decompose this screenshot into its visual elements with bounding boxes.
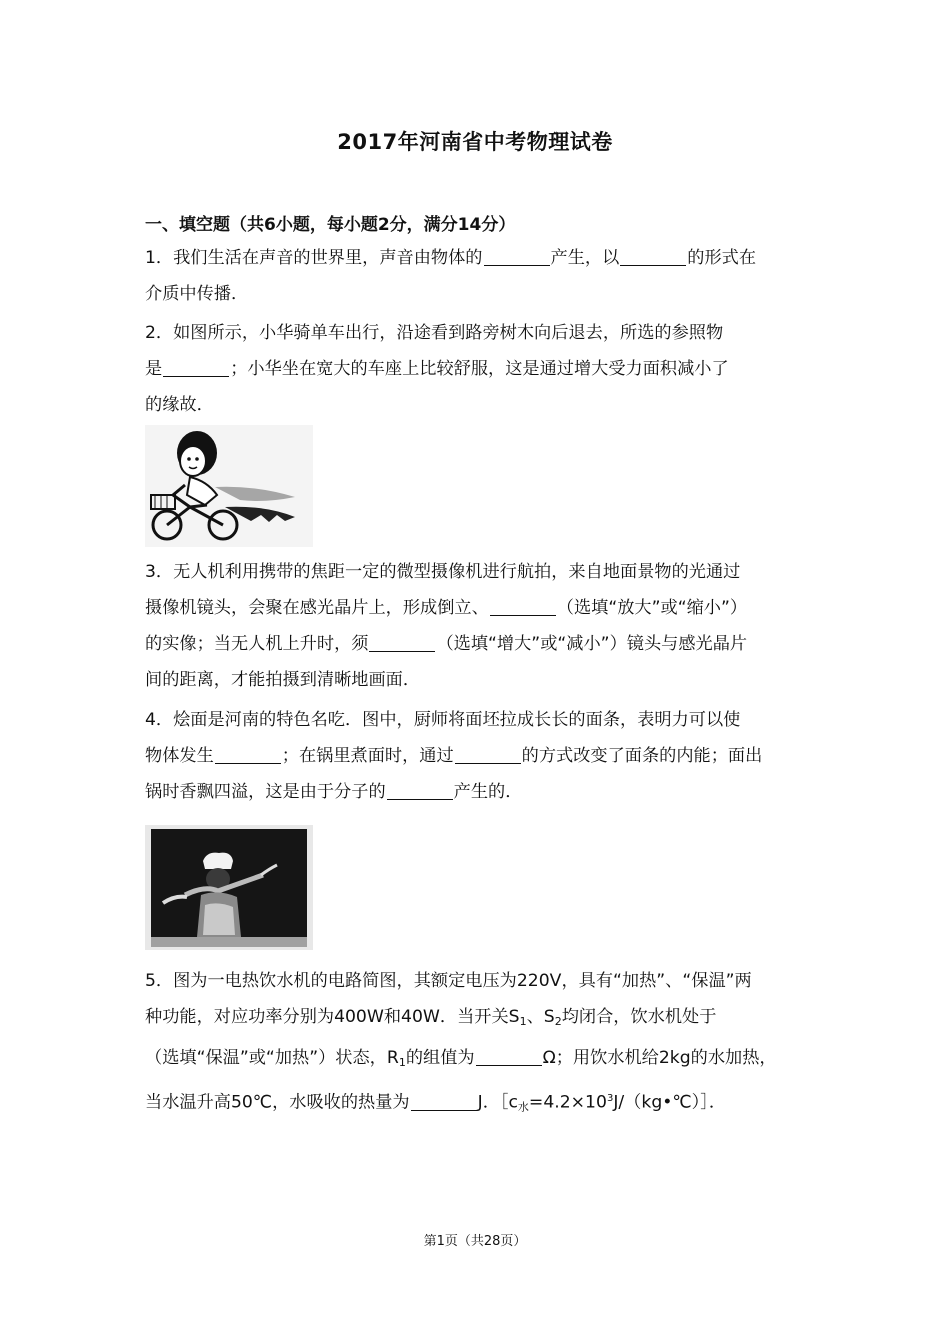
question-4 [145,702,807,810]
chef-photo [145,825,313,950]
answer-blank [484,245,550,266]
answer-blank [455,743,521,764]
question-5-line-2: 种功能，对应功率分别为400W和40W．当开关$S_1$、$S_2$均闭合，饮水机处于 [145,1007,717,1028]
question-5-line-4: 当水温升高50℃，水吸收的热量为 J．$[c_水=4.2\times 10^3J/(kg•℃)]$． [145,1081,810,1126]
question-4-line-1: 4．烩面是河南的特色名吃．图中，厨师将面坯拉成长长的面条，表明力可以使 [145,710,741,730]
question-3-line-3: 的实像；当无人机上升时，须 （选填“增大”或“减小”）镜头与感光晶片 [145,626,807,662]
page-title: 2017年河南省中考物理试卷 [337,130,613,154]
cyclist-figure [145,425,313,547]
question-3 [145,554,807,698]
question-4-line-3: 锅时香飘四溢，这是由于分子的 产生的． [145,774,807,810]
answer-blank [215,743,281,764]
question-3-line-4: 间的距离，才能拍摄到清晰地画面． [145,670,421,690]
answer-blank [369,631,435,652]
section-heading: 一、填空题（共6小题，每小题2分，满分14分） [145,215,516,235]
answer-blank [163,356,229,377]
question-5 [145,963,810,1126]
question-2 [145,315,807,423]
question-5-line-1: 5．图为一电热饮水机的电路简图，其额定电压为220V，具有“加热”、“保温”两 [145,971,752,991]
answer-blank [490,595,556,616]
question-1 [145,240,807,312]
answer-blank [387,779,453,800]
question-1-line-2: 介质中传播． [145,284,249,304]
question-3-line-1: 3．无人机利用携带的焦距一定的微型摄像机进行航拍，来自地面景物的光通过 [145,562,741,582]
answer-blank [476,1045,542,1066]
answer-blank [620,245,686,266]
question-3-line-2: 摄像机镜头，会聚在感光晶片上，形成倒立、 （选填“放大”或“缩小”） [145,590,807,626]
page-footer: 第1页（共28页） [423,1234,527,1249]
question-4-line-2: 物体发生 ；在锅里煮面时，通过 的方式改变了面条的内能；面出 [145,738,807,774]
cyclist-drawing [145,425,313,547]
chef-drawing [145,825,313,950]
question-2-line-3: 的缘故． [145,395,214,415]
answer-blank [411,1090,477,1111]
question-5-line-3: （选填“保温”或“加热”）状态，$R_1$的组值为 Ω；用饮水机给2kg的水加热， [145,1040,810,1081]
question-2-line-1: 2．如图所示，小华骑单车出行，沿途看到路旁树木向后退去，所选的参照物 [145,323,724,343]
question-2-line-2: 是 ；小华坐在宽大的车座上比较舒服，这是通过增大受力面积减小了 [145,351,807,387]
question-1-line-1: 1．我们生活在声音的世界里，声音由物体的 产生，以 的形式在 [145,240,807,276]
